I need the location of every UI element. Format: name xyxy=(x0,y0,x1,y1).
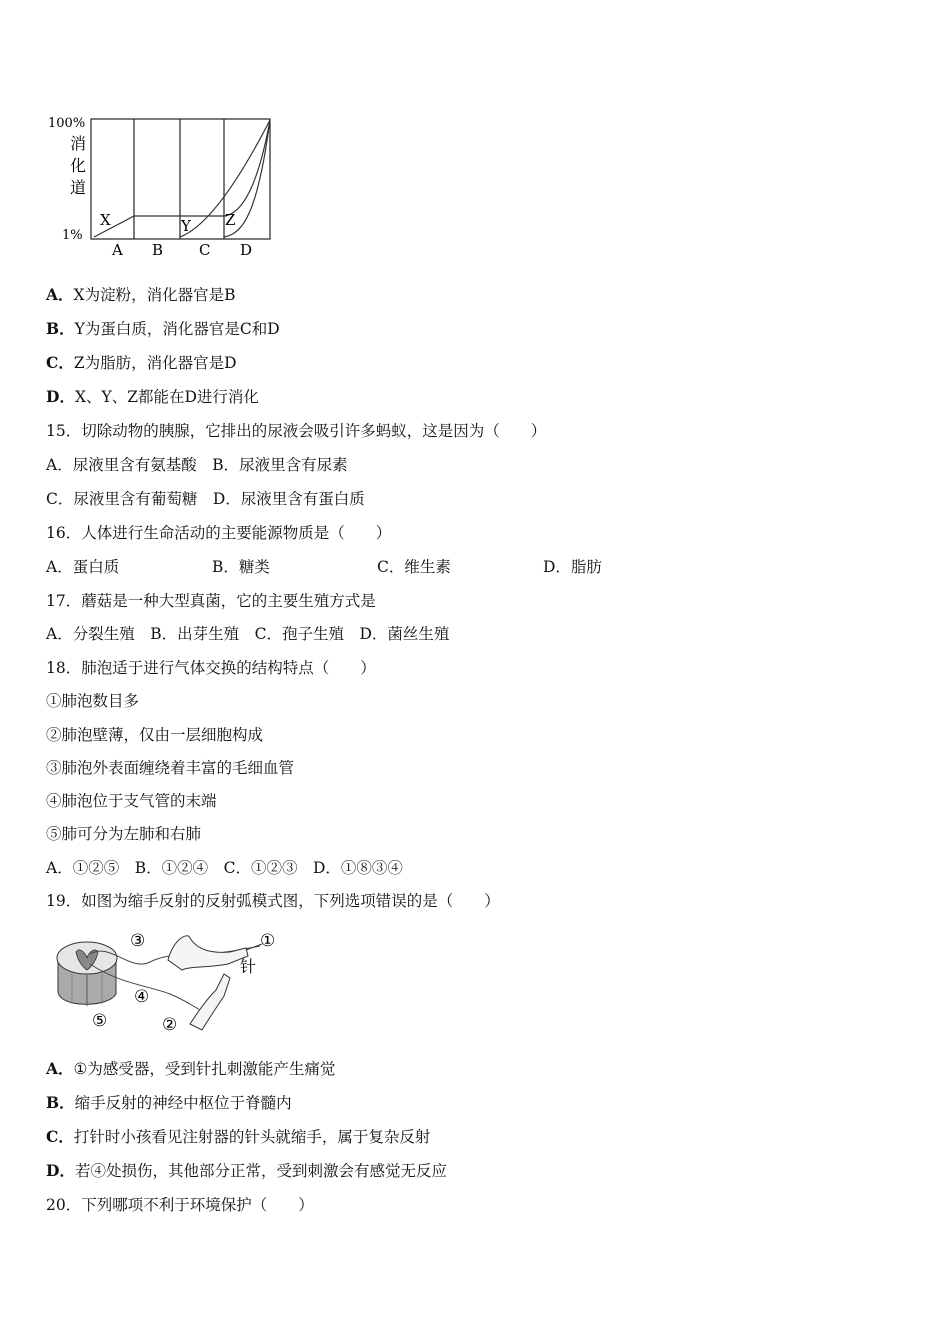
label-2: ② xyxy=(162,1015,178,1035)
region-b-label: B xyxy=(152,241,164,259)
digestion-figure xyxy=(44,110,284,260)
region-c-label: C xyxy=(199,241,211,259)
label-4: ④ xyxy=(134,987,150,1007)
lower-arm xyxy=(190,974,230,1030)
q18-item-3: ③肺泡外表面缠绕着丰富的毛细血管 xyxy=(46,759,295,777)
q14-option-b xyxy=(46,319,280,339)
y-axis-char-1: 消 xyxy=(70,134,87,153)
q19-option-c xyxy=(46,1127,430,1147)
q20-stem: 20．下列哪项不利于环境保护（ ） xyxy=(46,1196,314,1214)
option-letter: C． xyxy=(46,353,74,372)
q15-options-row2: C．尿液里含有葡萄糖 D．尿液里含有蛋白质 xyxy=(46,490,365,508)
q15-stem: 15．切除动物的胰腺，它排出的尿液会吸引许多蚂蚁，这是因为（ ） xyxy=(46,422,547,440)
y-top-label: 100% xyxy=(48,116,86,131)
label-1: ① xyxy=(260,931,276,951)
y-bottom-label: 1% xyxy=(62,228,83,243)
q16-stem: 16．人体进行生命活动的主要能源物质是（ ） xyxy=(46,524,392,542)
option-text: 打针时小孩看见注射器的针头就缩手，属于复杂反射 xyxy=(73,1128,431,1146)
q16-option-a: A．蛋白质 xyxy=(46,558,120,576)
curve-y-label: Y xyxy=(181,217,191,235)
q18-stem: 18．肺泡适于进行气体交换的结构特点（ ） xyxy=(46,659,376,677)
option-text: 缩手反射的神经中枢位于脊髓内 xyxy=(74,1094,292,1112)
q14-option-d xyxy=(46,387,259,407)
label-needle: 针 xyxy=(240,957,257,976)
q17-stem: 17．蘑菇是一种大型真菌，它的主要生殖方式是 xyxy=(46,592,376,610)
option-letter: B． xyxy=(46,319,75,338)
option-letter: C． xyxy=(46,1127,74,1146)
q19-option-b xyxy=(46,1093,292,1113)
reflex-arc-figure xyxy=(50,924,290,1036)
q18-item-5: ⑤肺可分为左肺和右肺 xyxy=(46,825,202,843)
label-5: ⑤ xyxy=(92,1011,108,1031)
curve-z-label: Z xyxy=(225,211,236,229)
q19-option-d xyxy=(46,1161,447,1181)
option-text: X为淀粉，消化器官是B xyxy=(73,286,236,304)
q14-option-c xyxy=(46,353,237,373)
q14-option-a xyxy=(46,285,235,305)
q16-option-b: B．糖类 xyxy=(212,558,270,576)
q19-stem: 19．如图为缩手反射的反射弧模式图，下列选项错误的是（ ） xyxy=(46,892,500,910)
q16-option-d: D．脂肪 xyxy=(543,558,602,576)
option-letter: B． xyxy=(46,1093,75,1112)
option-text: 若④处损伤，其他部分正常，受到刺激会有感觉无反应 xyxy=(74,1162,447,1180)
q19-option-a xyxy=(46,1059,335,1079)
option-text: ①为感受器，受到针扎刺激能产生痛觉 xyxy=(73,1060,336,1078)
q17-options: A．分裂生殖 B．出芽生殖 C．孢子生殖 D．菌丝生殖 xyxy=(46,625,450,643)
region-a-label: A xyxy=(112,241,123,259)
option-letter: A． xyxy=(46,1059,74,1078)
option-letter: D． xyxy=(46,387,75,406)
y-axis-char-2: 化 xyxy=(70,156,87,175)
q18-item-4: ④肺泡位于支气管的末端 xyxy=(46,792,217,810)
q18-options: A．①②⑤ B．①②④ C．①②③ D．①⑧③④ xyxy=(46,859,403,877)
q16-option-c: C．维生素 xyxy=(377,558,451,576)
label-3: ③ xyxy=(130,931,146,951)
region-d-label: D xyxy=(240,241,253,259)
option-letter: D． xyxy=(46,1161,75,1180)
q15-options-row1: A．尿液里含有氨基酸 B．尿液里含有尿素 xyxy=(46,456,348,474)
curve-x-label: X xyxy=(100,211,111,229)
option-text: Y为蛋白质，消化器官是C和D xyxy=(74,320,280,338)
option-letter: A． xyxy=(46,285,74,304)
upper-arm xyxy=(168,936,248,970)
option-text: Z为脂肪，消化器官是D xyxy=(73,354,237,372)
y-axis-char-3: 道 xyxy=(70,178,87,197)
q18-item-2: ②肺泡壁薄，仅由一层细胞构成 xyxy=(46,726,264,744)
option-text: X、Y、Z都能在D进行消化 xyxy=(74,388,259,406)
q18-item-1: ①肺泡数目多 xyxy=(46,692,140,710)
